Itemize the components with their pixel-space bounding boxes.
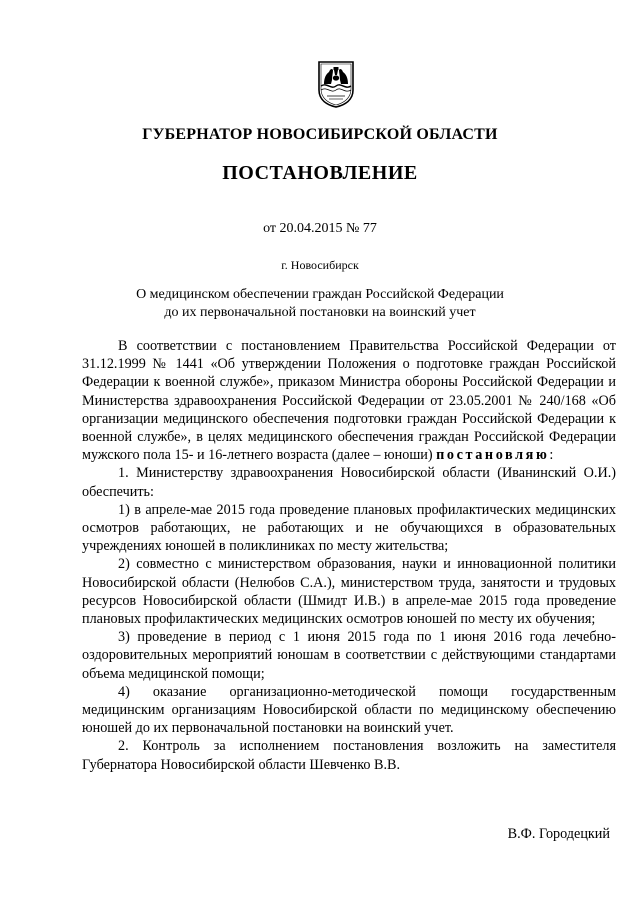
city-line: г. Новосибирск	[281, 258, 359, 272]
item-1-3: 3) проведение в период с 1 июня 2015 года по 1 июня 2016 года лечебно-оздоровительных мероприятий юношам в соответствии с действующими стандартами объема медицинской помощи;	[82, 629, 616, 682]
date-number-line: от 20.04.2015 № 77	[263, 221, 377, 236]
item-1-4: 4) оказание организационно-методической помощи государственным медицинским организациям Новосибирской области по медицинскому обеспечению юношей до их первоначальной постановки на воинский учет.	[82, 683, 616, 737]
subject-line-2: до их первоначальной постановки на воинский учет	[164, 305, 476, 320]
coat-of-arms-icon	[317, 60, 355, 108]
item-1-2: 2) совместно с министерством образования, науки и инновационной политики Новосибирской области (Нелюбов С.А.), министерством труда, занятости и трудовых ресурсов Новосибирской области (Шмидт И.В.) в апреле-мае 2015 года проведение плановых профилактических медицинских осмотров юношей по месту их обучения;	[82, 556, 616, 628]
document-type: ПОСТАНОВЛЕНИЕ	[222, 162, 418, 184]
preamble-colon: :	[549, 447, 554, 464]
preamble-text: В соответствии с постановлением Правительства Российской Федерации от 31.12.1999 № 1441 «Об утверждении Положения о подготовке граждан Российской Федерации к военной службе», приказом Министра обороны Российской Федерации и Министерства здравоохранения Российской Федерации от 23.05.2001 № 240/168 «Об организации медицинского обеспечения подготовки граждан Российской Федерации к военной службе», в целях медицинского обеспечения граждан Российской Федерации мужского пола 15- и 16-летнего возраста (далее – юноши)	[82, 338, 616, 464]
issuing-authority: ГУБЕРНАТОР НОВОСИБИРСКОЙ ОБЛАСТИ	[142, 126, 498, 143]
document-subject	[0, 286, 640, 322]
item-2: 2. Контроль за исполнением постановления возложить на заместителя Губернатора Новосибирской области Шевченко В.В.	[82, 738, 616, 773]
signature-name: В.Ф. Городецкий	[507, 826, 610, 842]
item-1: 1. Министерству здравоохранения Новосибирской области (Иванинский О.И.) обеспечить:	[82, 465, 616, 500]
preamble-paragraph	[82, 337, 616, 464]
subject-line-1: О медицинском обеспечении граждан Российской Федерации	[136, 287, 504, 302]
item-1-1: 1) в апреле-мае 2015 года проведение плановых профилактических медицинских осмотров работающих, не работающих и не обучающихся в образовательных учреждениях юношей в поликлиниках по месту жительства;	[82, 501, 616, 555]
document-body	[82, 337, 616, 774]
resolution-keyword: постановляю	[436, 447, 550, 464]
